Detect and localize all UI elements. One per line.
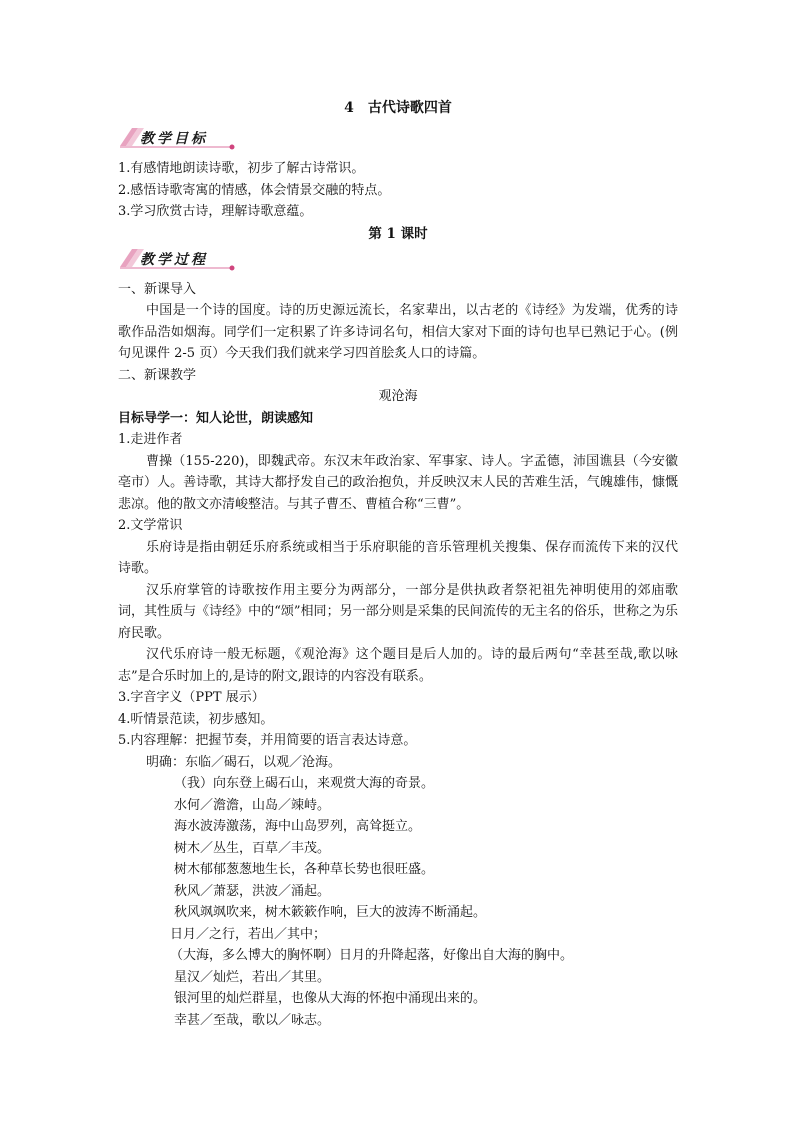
literature-paragraph-1: 乐府诗是指由朝廷乐府系统或相当于乐府职能的音乐管理机关搜集、保存而流传下来的汉代诗歌。	[118, 539, 678, 576]
author-paragraph: 曹操（155-220)，即魏武帝。东汉末年政治家、军事家、诗人。字孟德，沛国谯县（今安徽亳市）人。善诗歌，其诗大都抒发自己的政治抱负，并反映汉末人民的苦难生活，气魄雄伟，慷慨悲凉。他的散文亦清峻整洁。与其子曹丕、曹植合称“三曹”。	[118, 453, 678, 512]
poem-line: 银河里的灿烂群星，也像从大海的怀抱中涌现出来的。	[174, 991, 487, 1006]
process-banner-label: 教学过程	[140, 251, 208, 268]
target-heading-1: 目标导学一：知人论世，朗读感知	[118, 410, 314, 426]
subheading-pronunciation: 3.字音字义（PPT 展示）	[118, 690, 265, 705]
poem-line: （我）向东登上碣石山，来观赏大海的奇景。	[174, 776, 435, 791]
lesson-title: 第 1 课时	[368, 225, 428, 242]
page-title	[118, 96, 678, 120]
subheading-comprehension: 5.内容理解：把握节奏，并用简要的语言表达诗意。	[118, 733, 417, 748]
banner-dot	[230, 145, 235, 150]
banner-dot	[230, 265, 235, 270]
subheading-author: 1.走进作者	[118, 432, 183, 447]
subheading-listening: 4.听情景范读，初步感知。	[118, 711, 274, 727]
poem-line: 星汉／灿烂，若出／其里。	[174, 969, 331, 985]
process-banner	[118, 247, 678, 273]
goal-item-3: 3.学习欣赏古诗，理解诗歌意蕴。	[118, 204, 313, 219]
poem-line: 海水波涛激荡，海中山岛罗列，高耸挺立。	[174, 819, 422, 834]
goals-banner-label: 教学目标	[140, 131, 208, 147]
subheading-literature: 2.文学常识	[118, 518, 183, 533]
clarify-line: 明确：东临／碣石，以观／沧海。	[146, 754, 342, 770]
poem-line: （大海，多么博大的胸怀啊）日月的升降起落，好像出自大海的胸中。	[170, 948, 574, 963]
intro-paragraph: 中国是一个诗的国度。诗的历史源远流长，名家辈出，以古老的《诗经》为发端，优秀的诗歌作品浩如烟海。同学们一定积累了许多诗词名句，相信大家对下面的诗句也早已熟记于心。(例句见课件 2-5 页）今天我们我们就来学习四首脍炙人口的诗篇。	[118, 303, 678, 361]
goals-banner	[118, 126, 678, 152]
poem-line: 树木／丛生，百草／丰茂。	[174, 840, 331, 856]
title-number: 4	[344, 100, 354, 116]
title-text: 古代诗歌四首	[367, 100, 452, 116]
poem-line: 日月／之行，若出／其中；	[170, 926, 327, 942]
literature-paragraph-3: 汉代乐府诗一般无标题，《观沧海》这个题目是后人加的。诗的最后两句“幸甚至哉,歌以咏志”是合乐时加上的,是诗的附文,跟诗的内容没有联系。	[118, 647, 678, 684]
poem-line: 水何／澹澹，山岛／竦峙。	[174, 797, 331, 813]
section-heading-teaching: 二、新课教学	[118, 367, 197, 383]
poem-title: 观沧海	[378, 389, 418, 404]
poem-line: 树木郁郁葱葱地生长，各种草长势也很旺盛。	[174, 862, 435, 877]
goal-item-2: 2.感悟诗歌寄寓的情感，体会情景交融的特点。	[118, 182, 391, 198]
poem-line: 幸甚／至哉，歌以／咏志。	[174, 1012, 331, 1028]
poem-line: 秋风飒飒吹来，树木簌簌作响，巨大的波涛不断涌起。	[174, 905, 487, 920]
goal-item-1: 1.有感情地朗读诗歌，初步了解古诗常识。	[118, 161, 365, 176]
literature-paragraph-2: 汉乐府掌管的诗歌按作用主要分为两部分，一部分是供执政者祭祀祖先神明使用的郊庙歌词，其性质与《诗经》中的“颂”相同；另一部分则是采集的民间流传的无主名的俗乐，世称之为乐府民歌。	[118, 582, 678, 641]
document-content	[118, 96, 678, 1031]
poem-line: 秋风／萧瑟，洪波／涌起。	[174, 883, 331, 899]
section-heading-intro: 一、新课导入	[118, 281, 197, 297]
